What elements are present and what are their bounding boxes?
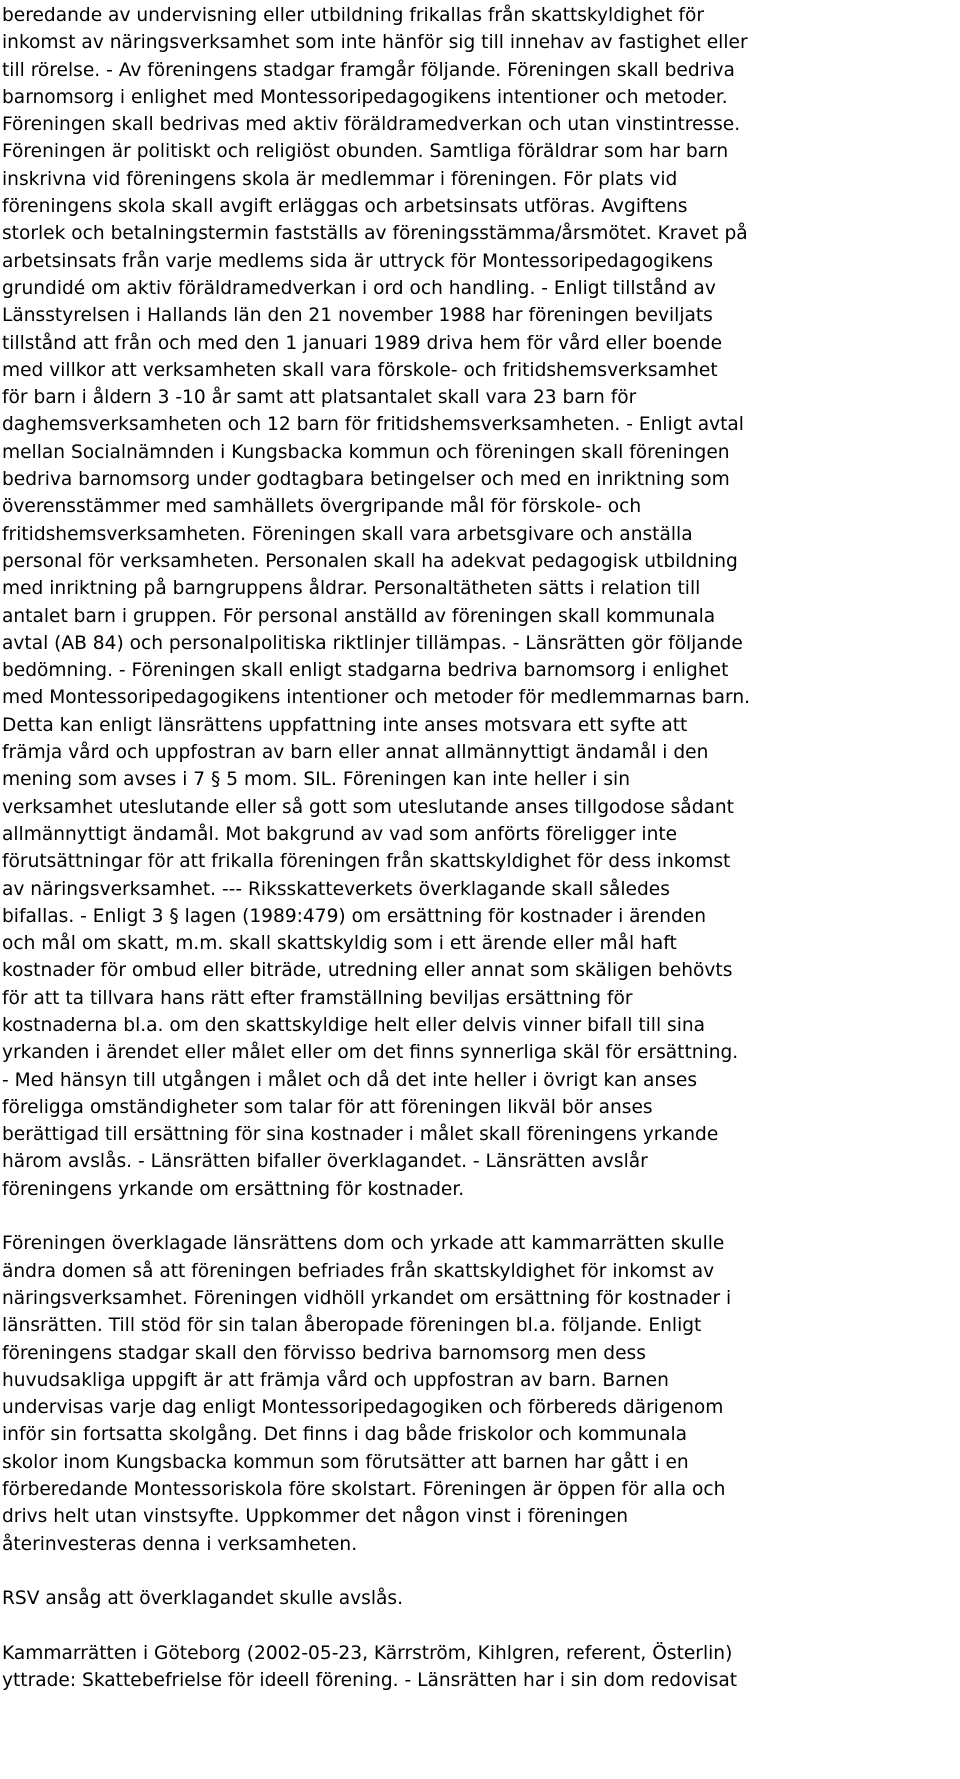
- text-line: näringsverksamhet. Föreningen vidhöll yrkandet om ersättning för kostnader i: [2, 1287, 732, 1309]
- text-line: huvudsakliga uppgift är att främja vård och uppfostran av barn. Barnen: [2, 1369, 669, 1391]
- text-line: kostnaderna bl.a. om den skattskyldige helt eller delvis vinner bifall till sina: [2, 1014, 706, 1036]
- text-line: Föreningen skall bedrivas med aktiv föräldramedverkan och utan vinstintresse.: [2, 114, 741, 136]
- text-line: härom avslås. - Länsrätten bifaller överklagandet. - Länsrätten avslår: [2, 1151, 648, 1173]
- paragraph-3: [2, 1585, 960, 1612]
- text-line: skolor inom Kungsbacka kommun som förutsätter att barnen har gått i en: [2, 1451, 689, 1473]
- paragraph-4: [2, 1640, 960, 1695]
- text-line: för att ta tillvara hans rätt efter framställning beviljas ersättning för: [2, 987, 633, 1009]
- text-line: Detta kan enligt länsrättens uppfattning inte anses motsvara ett syfte att: [2, 714, 688, 736]
- text-line: till rörelse. - Av föreningens stadgar framgår följande. Föreningen skall bedriva: [2, 59, 735, 81]
- text-line: förberedande Montessoriskola före skolstart. Föreningen är öppen för alla och: [2, 1479, 726, 1501]
- text-line: mellan Socialnämnden i Kungsbacka kommun och föreningen skall föreningen: [2, 441, 730, 463]
- text-line: Föreningen överklagade länsrättens dom och yrkade att kammarrätten skulle: [2, 1233, 725, 1255]
- text-line: främja vård och uppfostran av barn eller annat allmännyttigt ändamål i den: [2, 742, 709, 764]
- paragraph-spacer: [2, 1203, 960, 1230]
- paragraph-spacer: [2, 1558, 960, 1585]
- text-line: föreligga omständigheter som talar för att föreningen likväl bör anses: [2, 1096, 653, 1118]
- text-line: storlek och betalningstermin fastställs av föreningsstämma/årsmötet. Kravet på: [2, 223, 748, 245]
- text-line: överensstämmer med samhällets övergripande mål för förskole- och: [2, 496, 642, 518]
- text-line: barnomsorg i enlighet med Montessoripedagogikens intentioner och metoder.: [2, 86, 728, 108]
- text-line: - Med hänsyn till utgången i målet och då det inte heller i övrigt kan anses: [2, 1069, 698, 1091]
- text-line: arbetsinsats från varje medlems sida är uttryck för Montessoripedagogikens: [2, 250, 714, 272]
- text-line: daghemsverksamheten och 12 barn för fritidshemsverksamheten. - Enligt avtal: [2, 414, 744, 436]
- text-line: av näringsverksamhet. --- Riksskatteverkets överklagande skall således: [2, 878, 670, 900]
- text-line: Länsstyrelsen i Hallands län den 21 november 1988 har föreningen beviljats: [2, 305, 713, 327]
- text-line: och mål om skatt, m.m. skall skattskyldig som i ett ärende eller mål haft: [2, 933, 677, 955]
- text-line: yrkanden i ärendet eller målet eller om det finns synnerliga skäl för ersättning.: [2, 1042, 739, 1064]
- text-line: drivs helt utan vinstsyfte. Uppkommer det någon vinst i föreningen: [2, 1506, 629, 1528]
- text-line: antalet barn i gruppen. För personal anställd av föreningen skall kommunala: [2, 605, 716, 627]
- text-line: förutsättningar för att frikalla föreningen från skattskyldighet för dess inkomst: [2, 851, 731, 873]
- paragraph-1: [2, 2, 960, 1203]
- paragraph-spacer: [2, 1613, 960, 1640]
- text-line: avtal (AB 84) och personalpolitiska riktlinjer tillämpas. - Länsrätten gör följande: [2, 632, 743, 654]
- text-line: bedömning. - Föreningen skall enligt stadgarna bedriva barnomsorg i enlighet: [2, 660, 729, 682]
- paragraph-2: [2, 1230, 960, 1558]
- text-line: bedriva barnomsorg under godtagbara betingelser och med en inriktning som: [2, 469, 730, 491]
- text-line: kostnader för ombud eller biträde, utredning eller annat som skäligen behövts: [2, 960, 733, 982]
- text-line: fritidshemsverksamheten. Föreningen skall vara arbetsgivare och anställa: [2, 523, 693, 545]
- text-line: mening som avses i 7 § 5 mom. SIL. Föreningen kan inte heller i sin: [2, 769, 631, 791]
- text-line: inkomst av näringsverksamhet som inte hänför sig till innehav av fastighet eller: [2, 32, 748, 54]
- text-line: med villkor att verksamheten skall vara förskole- och fritidshemsverksamhet: [2, 359, 718, 381]
- text-line: föreningens stadgar skall den förvisso bedriva barnomsorg men dess: [2, 1342, 646, 1364]
- text-line: yttrade: Skattebefrielse för ideell förening. - Länsrätten har i sin dom redovisat: [2, 1670, 738, 1692]
- text-line: tillstånd att från och med den 1 januari 1989 driva hem för vård eller boende: [2, 332, 723, 354]
- text-line: bifallas. - Enligt 3 § lagen (1989:479) om ersättning för kostnader i ärenden: [2, 905, 707, 927]
- text-line: länsrätten. Till stöd för sin talan åberopade föreningen bl.a. följande. Enligt: [2, 1315, 702, 1337]
- text-line: ändra domen så att föreningen befriades från skattskyldighet för inkomst av: [2, 1260, 715, 1282]
- text-line: inför sin fortsatta skolgång. Det finns i dag både friskolor och kommunala: [2, 1424, 688, 1446]
- text-line: inskrivna vid föreningens skola är medlemmar i föreningen. För plats vid: [2, 168, 678, 190]
- text-line: allmännyttigt ändamål. Mot bakgrund av vad som anförts föreligger inte: [2, 823, 678, 845]
- text-line: grundidé om aktiv föräldramedverkan i ord och handling. - Enligt tillstånd av: [2, 277, 716, 299]
- text-line: undervisas varje dag enligt Montessoripedagogiken och förbereds därigenom: [2, 1397, 724, 1419]
- text-line: återinvesteras denna i verksamheten.: [2, 1533, 358, 1555]
- text-line: med inriktning på barngruppens åldrar. Personaltätheten sätts i relation till: [2, 578, 701, 600]
- text-line: med Montessoripedagogikens intentioner och metoder för medlemmarnas barn.: [2, 687, 751, 709]
- text-line: föreningens skola skall avgift erläggas och arbetsinsats utföras. Avgiftens: [2, 196, 688, 218]
- text-line: Kammarrätten i Göteborg (2002-05-23, Kärrström, Kihlgren, referent, Österlin): [2, 1642, 733, 1664]
- text-line: Föreningen är politiskt och religiöst obunden. Samtliga föräldrar som har barn: [2, 141, 729, 163]
- text-line: beredande av undervisning eller utbildning frikallas från skattskyldighet för: [2, 5, 704, 26]
- text-line: föreningens yrkande om ersättning för kostnader.: [2, 1178, 465, 1200]
- text-line: berättigad till ersättning för sina kostnader i målet skall föreningens yrkande: [2, 1124, 719, 1146]
- text-line: för barn i åldern 3 -10 år samt att platsantalet skall vara 23 barn för: [2, 387, 637, 409]
- text-line: personal för verksamheten. Personalen skall ha adekvat pedagogisk utbildning: [2, 550, 738, 572]
- text-line: verksamhet uteslutande eller så gott som uteslutande anses tillgodose sådant: [2, 796, 734, 818]
- text-line: RSV ansåg att överklagandet skulle avslås.: [2, 1588, 404, 1610]
